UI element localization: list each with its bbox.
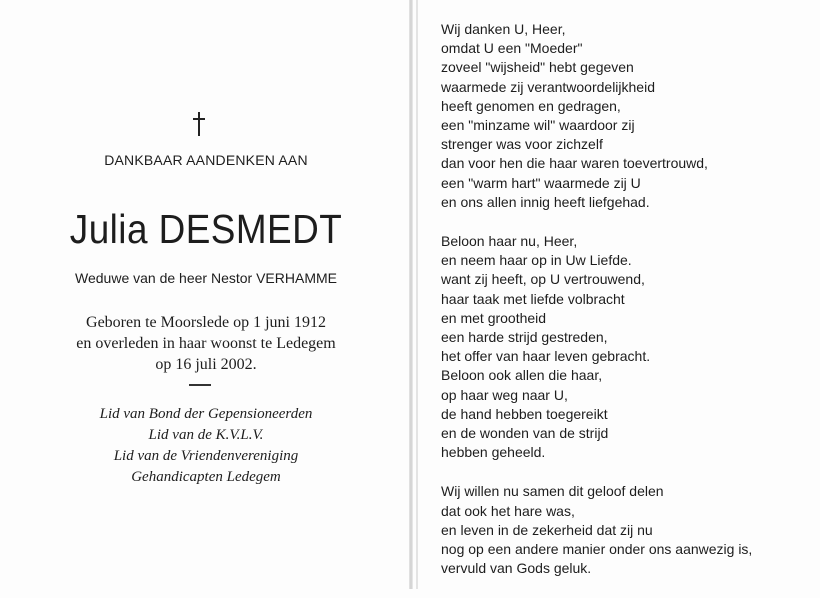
poem-line: het offer van haar leven gebracht. [441, 348, 651, 365]
poem-line: waarmede zij verantwoordelijkheid [441, 78, 655, 95]
life-dates [0, 312, 412, 375]
cross-icon [193, 112, 205, 136]
deceased-name: Julia DESMEDT [69, 206, 343, 252]
poem-line: vervuld van Gods geluk. [441, 560, 592, 577]
poem-line: een harde strijd gestreden, [441, 329, 608, 346]
poem-line: en de wonden van de strijd [441, 425, 609, 442]
poem-line: en leven in de zekerheid dat zij nu [441, 521, 653, 538]
poem-line: zoveel "wijsheid" hebt gegeven [441, 59, 634, 76]
poem-line: Beloon haar nu, Heer, [441, 233, 578, 250]
membership-line: Gehandicapten Ledegem [131, 469, 281, 485]
memberships [0, 404, 412, 488]
poem-line: dat ook het hare was, [441, 502, 575, 519]
stanza-2 [441, 232, 820, 462]
poem-line: op haar weg naar U, [441, 386, 568, 403]
birth-line: Geboren te Moorslede op 1 juni 1912 [86, 314, 326, 331]
death-line: en overleden in haar woonst te Ledegem [76, 335, 336, 352]
poem-line: en neem haar op in Uw Liefde. [441, 252, 632, 269]
right-page [414, 0, 820, 589]
divider [189, 384, 211, 386]
death-date-line: op 16 juli 2002. [155, 356, 257, 373]
poem-line: hebben geheeld. [441, 444, 546, 461]
page-fold [409, 0, 413, 589]
poem-line: een "warm hart" waarmede zij U [441, 174, 641, 191]
poem-line: strenger was voor zichzelf [441, 136, 603, 153]
remembrance-heading: DANKBAAR AANDENKEN AAN [104, 152, 308, 168]
poem-line: Wij willen nu samen dit geloof delen [441, 483, 664, 500]
poem-line: de hand hebben toegereikt [441, 405, 608, 422]
poem-line: want zij heeft, op U vertrouwend, [441, 271, 645, 288]
left-page [0, 0, 412, 589]
poem-line: Wij danken U, Heer, [441, 21, 566, 37]
poem-line: heeft genomen en gedragen, [441, 97, 621, 114]
poem-line: en met grootheid [441, 309, 547, 326]
prayer-text [441, 20, 820, 598]
poem-line: omdat U een "Moeder" [441, 40, 583, 57]
membership-line: Lid van de K.V.L.V. [148, 427, 264, 443]
stanza-3 [441, 482, 820, 578]
membership-line: Lid van Bond der Gepensioneerden [99, 406, 313, 422]
poem-line: nog op een andere manier onder ons aanwezig is, [441, 541, 753, 558]
poem-line: dan voor hen die haar waren toevertrouwd, [441, 155, 708, 172]
stanza-1 [441, 20, 820, 212]
membership-line: Lid van de Vriendenvereniging [113, 448, 299, 464]
widow-line: Weduwe van de heer Nestor VERHAMME [75, 270, 337, 286]
poem-line: haar taak met liefde volbracht [441, 290, 625, 307]
poem-line: Beloon ook allen die haar, [441, 367, 603, 384]
poem-line: en ons allen innig heeft liefgehad. [441, 193, 650, 210]
poem-line: een "minzame wil" waardoor zij [441, 117, 635, 134]
